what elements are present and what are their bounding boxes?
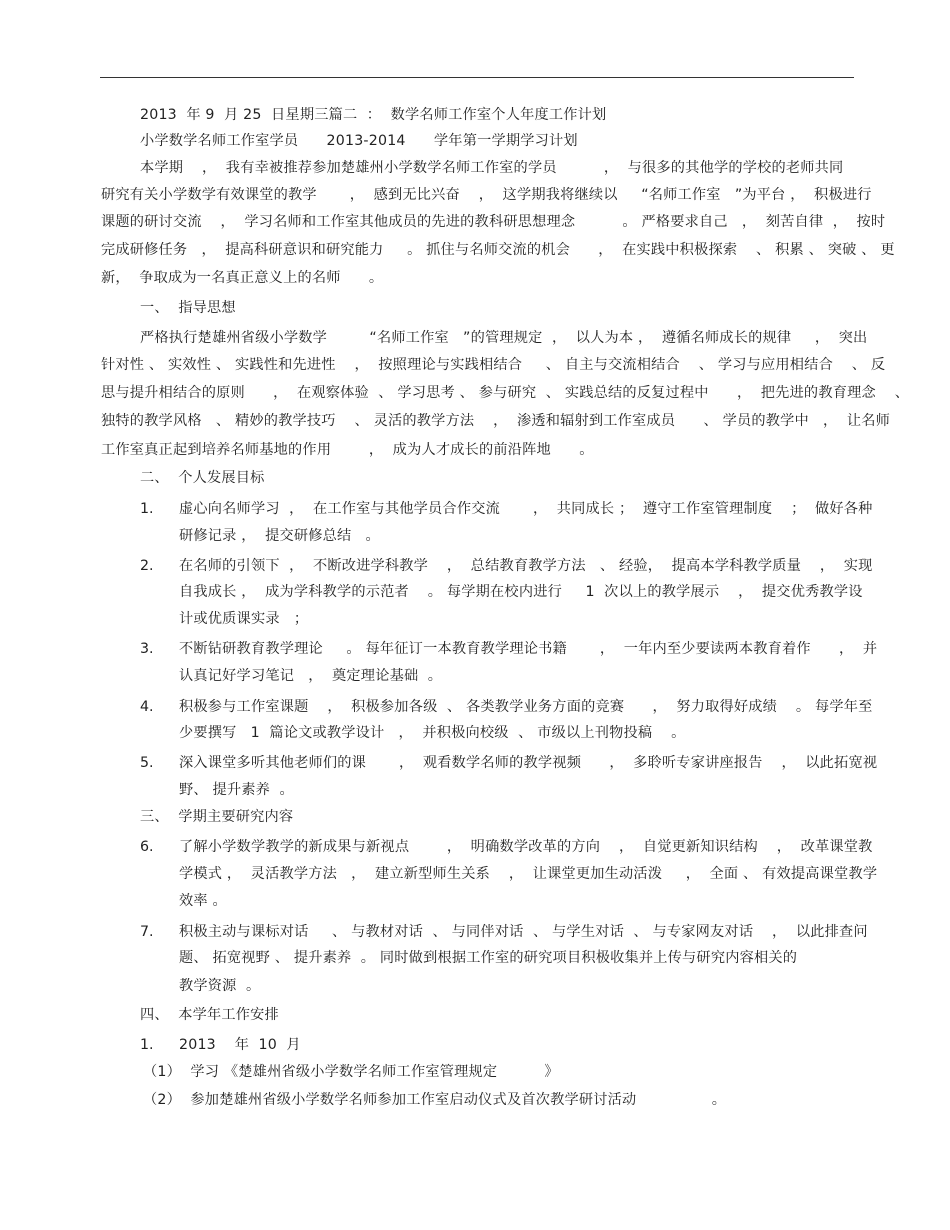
schedule-month: 2013 年 10 月 [179,1037,301,1053]
goal-number: 3. [140,641,154,657]
date-title-line: 2013 年 9 月 25 日星期三篇二 ： 数学名师工作室个人年度工作计划 [140,107,607,123]
goal-2-line-3: 计或优质课实录 ； [179,611,309,627]
document-subtitle: 小学数学名师工作室学员 2013-2014 学年第一学期学习计划 [140,133,578,149]
schedule-number: 1. [140,1037,154,1053]
section-heading-guiding-thought: 一、 指导思想 [140,300,236,316]
section1-line-4: 独特的教学风格 、 精妙的教学技巧 、 灵活的教学方法 ， 渗透和辐射到工作室成员 、 学员的教学中 ， 让名师 [101,413,890,429]
section-heading-research-content: 三、 学期主要研究内容 [140,809,294,825]
research-7-line-2: 题、 拓宽视野 、 提升素养 。 同时做到根据工作室的研究项目积极收集并上传与研究内容相关的 [179,950,798,966]
goal-number: 2. [140,558,154,574]
intro-line-1: 本学期 ， 我有幸被推荐参加楚雄州小学数学名师工作室的学员 ， 与很多的其他学的学校的老师共同 [140,160,844,176]
goal-4-line-2: 少要撰写 1 篇论文或教学设计 ， 并积极向校级 、 市级以上刊物投稿 。 [179,725,686,741]
header-rule [100,77,854,78]
goal-2-line-2: 自我成长 ， 成为学科教学的示范者 。 每学期在校内进行 1 次以上的教学展示 ， 提交优秀教学设 [179,584,863,600]
section1-line-1: 严格执行楚雄州省级小学数学 “名师工作室 ”的管理规定 ， 以人为本 ， 遵循名师成长的规律 ， 突出 [140,330,868,346]
goal-5-line-1: 深入课堂多听其他老师们的课 ， 观看数学名师的教学视频 ， 多聆听专家讲座报告 ， 以此拓宽视 [179,755,878,771]
goal-3-line-2: 认真记好学习笔记 ， 奠定理论基础 。 [179,668,443,684]
section1-line-3: 思与提升相结合的原则 ， 在观察体验 、 学习思考 、 参与研究 、 实践总结的反复过程中 ， 把先进的教育理念 、 [101,385,910,401]
intro-line-3: 课题的研讨交流 ， 学习名师和工作室其他成员的先进的教科研思想理念 。 严格要求自己 ， 刻苦自律 ， 按时 [101,214,886,230]
intro-line-2: 研究有关小学数学有效课堂的教学 ， 感到无比兴奋 ， 这学期我将继续以 “名师工作室 ”为平台 ， 积极进行 [101,187,872,203]
research-7-line-3: 教学资源 。 [179,978,261,994]
research-6-line-2: 学模式 ， 灵活教学方法 ， 建立新型师生关系 ， 让课堂更加生动活泼 ， 全面 、 有效提高课堂教学 [179,866,878,882]
intro-line-5: 新， 争取成为一名真正意义上的名师 。 [101,270,384,286]
goal-5-line-2: 野、 提升素养 。 [179,782,294,798]
intro-line-4: 完成研修任务 ， 提高科研意识和研究能力 。 抓住与名师交流的机会 ， 在实践中积极探索 、 积累 、 突破 、 更 [101,242,895,258]
goal-number: 1. [140,501,154,517]
section-heading-personal-goals: 二、 个人发展目标 [140,470,265,486]
research-number: 6. [140,839,154,855]
goal-number: 4. [140,699,154,715]
schedule-subitem-2: （2） 参加楚雄州省级小学数学名师参加工作室启动仪式及首次教学研讨活动 。 [143,1092,727,1108]
goal-1-line-2: 研修记录 ， 提交研修总结 。 [179,528,380,544]
research-7-line-1: 积极主动与课标对话 、 与教材对话 、 与同伴对话 、 与学生对话 、 与专家网友对话 ， 以此排查问 [179,924,868,940]
goal-3-line-1: 不断钻研教育教学理论 。 每年征订一本教育教学理论书籍 ， 一年内至少要读两本教育着作 ， 并 [179,641,878,657]
goal-2-line-1: 在名师的引领下 ， 不断改进学科教学 ， 总结教育教学方法 、 经验， 提高本学科教学质量 ， 实现 [179,558,873,574]
section-heading-work-schedule: 四、 本学年工作安排 [140,1007,279,1023]
research-number: 7. [140,924,154,940]
goal-1-line-1: 虚心向名师学习 ， 在工作室与其他学员合作交流 ， 共同成长 ； 遵守工作室管理制度 ； 做好各种 [179,501,873,517]
section1-line-2: 针对性 、 实效性 、 实践性和先进性 ， 按照理论与实践相结合 、 自主与交流相结合 、 学习与应用相结合 、 反 [101,357,886,373]
schedule-subitem-1: （1） 学习 《楚雄州省级小学数学名师工作室管理规定 》 [143,1064,559,1080]
research-6-line-3: 效率 。 [179,893,227,909]
goal-4-line-1: 积极参与工作室课题 ， 积极参加各级 、 各类教学业务方面的竞赛 ， 努力取得好成绩 。 每学年至 [179,699,873,715]
section1-line-5: 工作室真正起到培养名师基地的作用 ， 成为人才成长的前沿阵地 。 [101,442,594,458]
research-6-line-1: 了解小学数学教学的新成果与新视点 ， 明确数学改革的方向 ， 自觉更新知识结构 ， 改革课堂教 [179,839,873,855]
goal-number: 5. [140,755,154,771]
